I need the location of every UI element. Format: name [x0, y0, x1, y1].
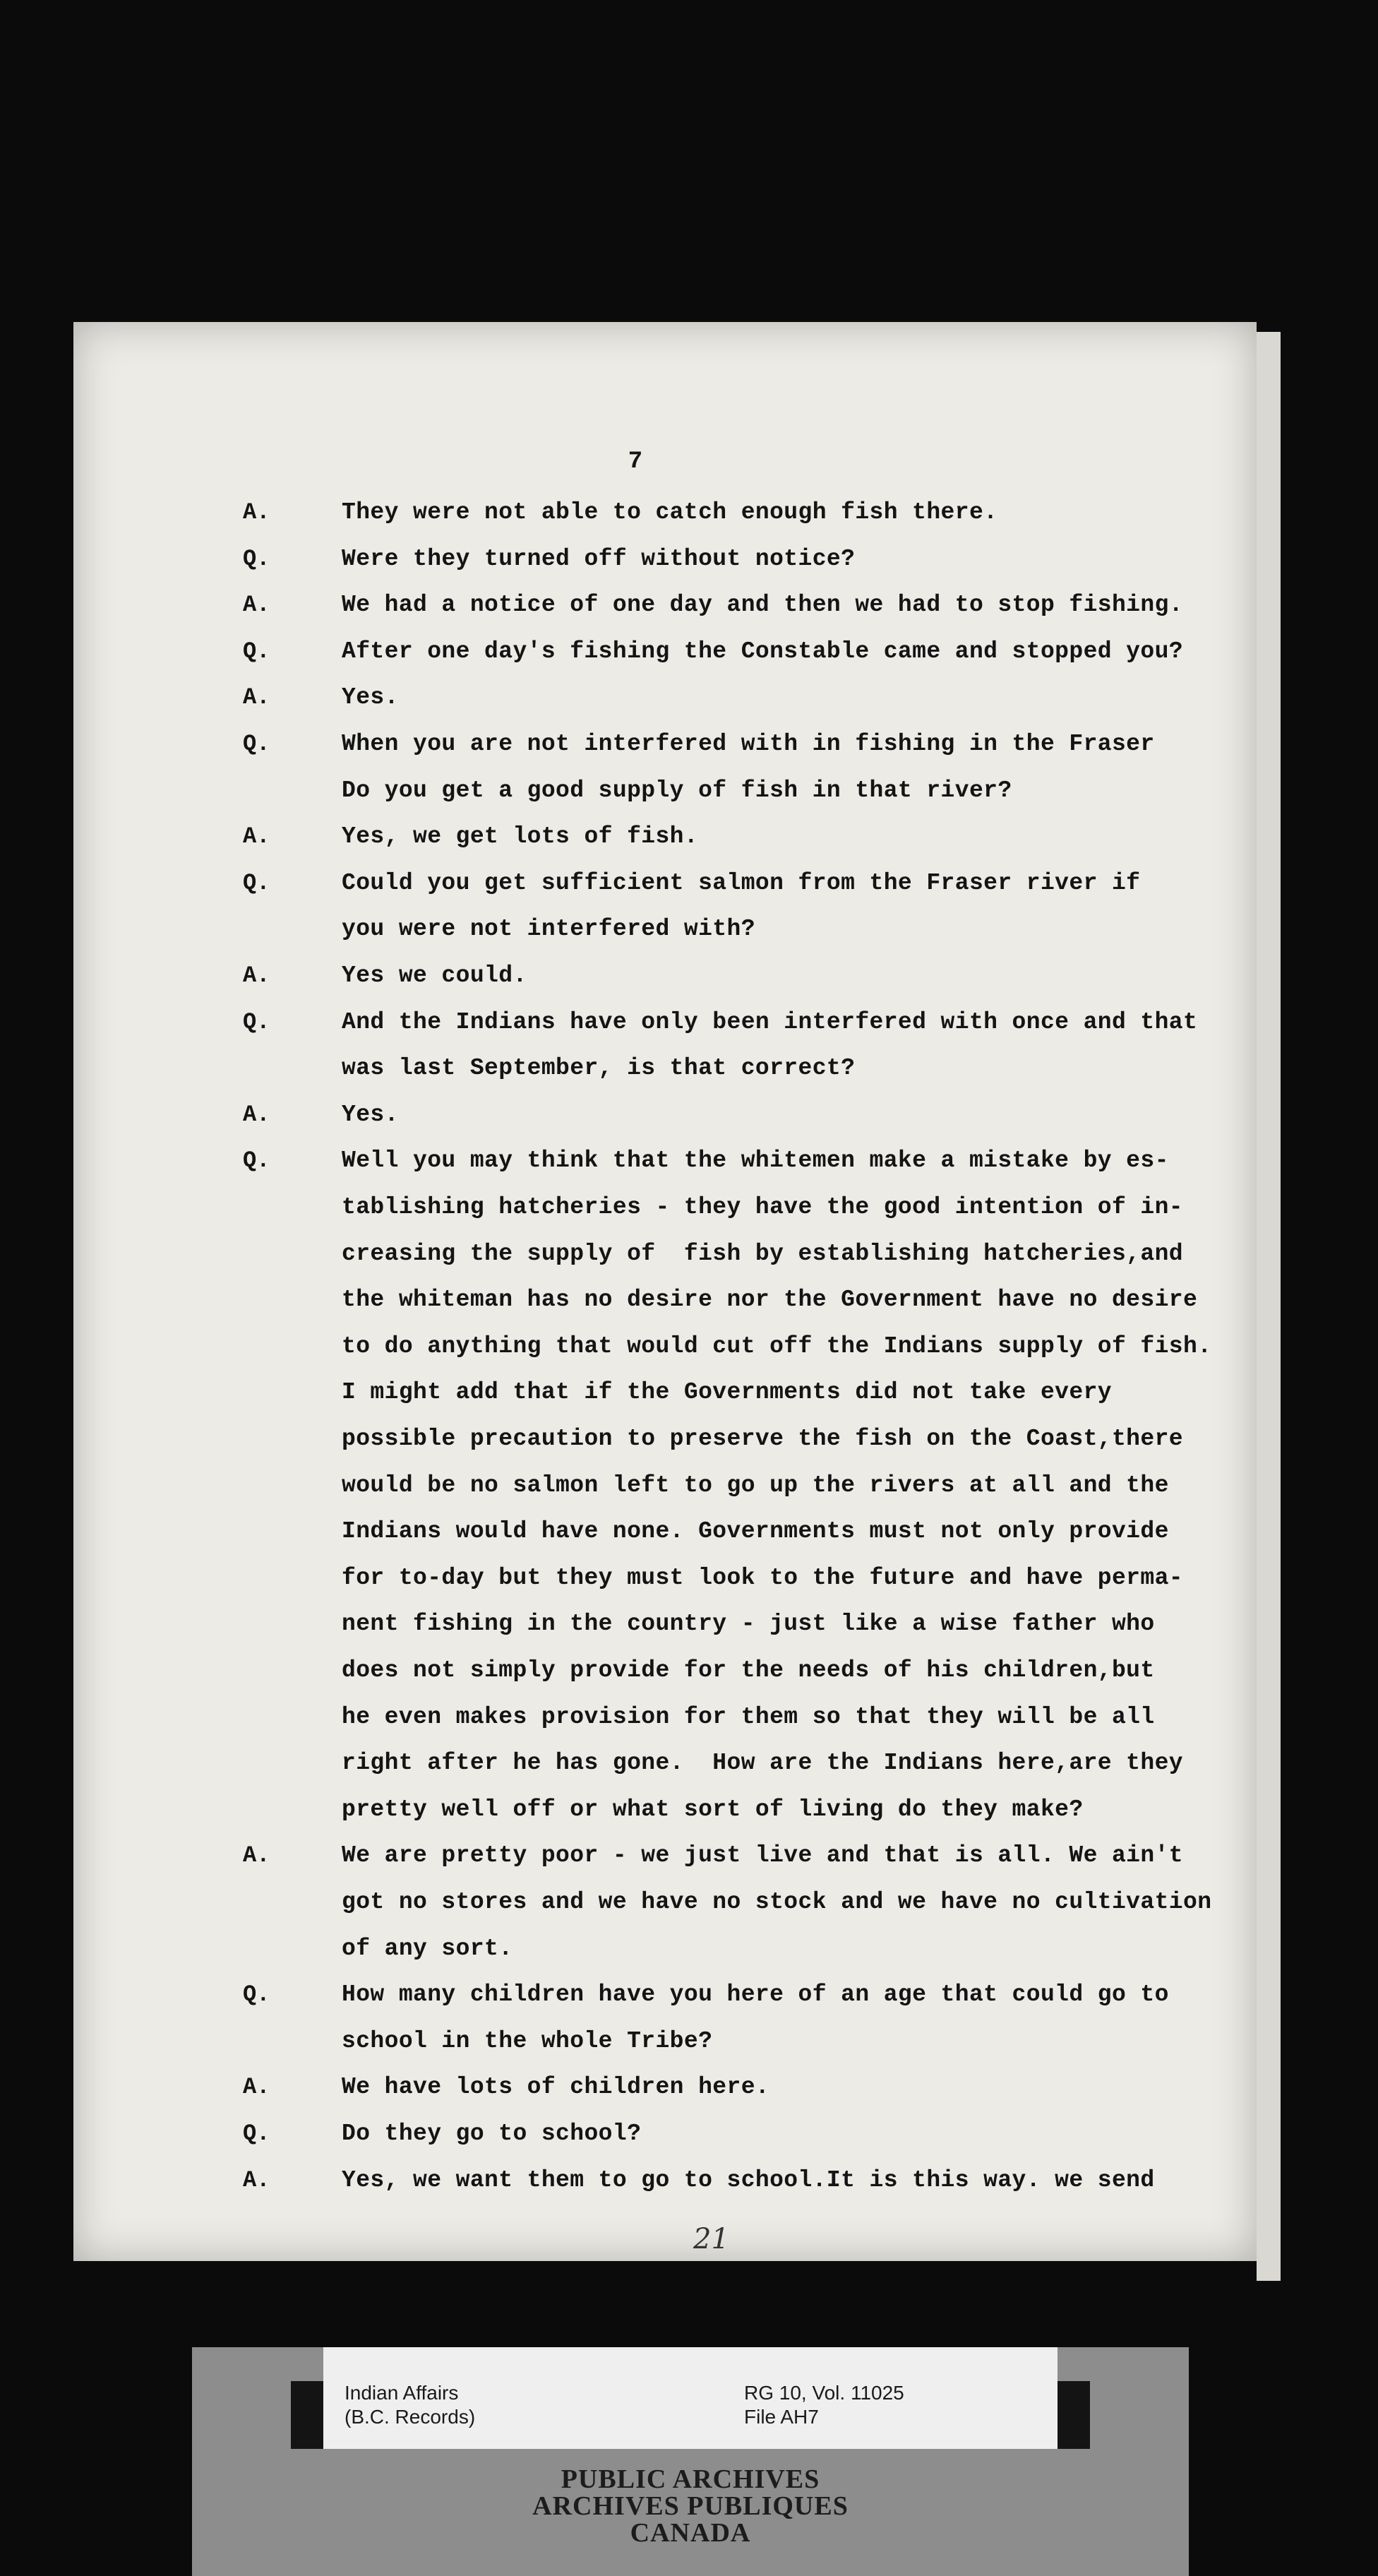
page-edge — [1257, 332, 1281, 2281]
transcript-line: for to-day but they must look to the future and have perma- — [342, 1565, 1183, 1591]
label-reference — [744, 2381, 904, 2429]
label-notch-left — [291, 2381, 323, 2449]
label-reference-line1: RG 10, Vol. 11025 — [744, 2382, 904, 2404]
transcript-line: And the Indians have only been interfered with once and that — [342, 1009, 1198, 1035]
speaker-label: Q. — [243, 2121, 270, 2147]
transcript-line: We have lots of children here. — [342, 2074, 770, 2100]
transcript-line: Indians would have none. Governments must not only provide — [342, 1518, 1169, 1544]
page-number: 7 — [628, 448, 643, 475]
transcript-line: Yes. — [342, 1102, 399, 1128]
transcript-line: We had a notice of one day and then we had to stop fishing. — [342, 592, 1183, 618]
transcript-line: he even makes provision for them so that they will be all — [342, 1704, 1155, 1730]
transcript-line: Yes, we want them to go to school.It is this way. we send — [342, 2167, 1155, 2193]
speaker-label: A. — [243, 823, 270, 849]
handwritten-folio-number: 21 — [693, 2223, 729, 2255]
transcript-line: I might add that if the Governments did not take every — [342, 1379, 1112, 1405]
stamp-line-1: PUBLIC ARCHIVES — [561, 2464, 820, 2494]
transcript-line: Yes, we get lots of fish. — [342, 823, 699, 849]
transcript-line: Do they go to school? — [342, 2121, 642, 2147]
label-collection-line1: Indian Affairs — [344, 2382, 459, 2404]
transcript-line: tablishing hatcheries - they have the good intention of in- — [342, 1194, 1183, 1220]
transcript-line: right after he has gone. How are the Indians here,are they — [342, 1750, 1183, 1776]
transcript-line: creasing the supply of fish by establishing hatcheries,and — [342, 1241, 1183, 1267]
archive-label — [192, 2347, 1189, 2576]
transcript-line: We are pretty poor - we just live and that is all. We ain't — [342, 1842, 1183, 1868]
label-reference-line2: File AH7 — [744, 2406, 819, 2428]
transcript-line: nent fishing in the country - just like a wise father who — [342, 1611, 1155, 1637]
transcript-line: Could you get sufficient salmon from the Fraser river if — [342, 870, 1141, 896]
speaker-label: A. — [243, 962, 270, 989]
transcript-line: school in the whole Tribe? — [342, 2028, 713, 2054]
transcript-line: How many children have you here of an age that could go to — [342, 1981, 1169, 2008]
speaker-label: Q. — [243, 1009, 270, 1035]
speaker-label: A. — [243, 499, 270, 525]
stamp-line-2: ARCHIVES PUBLIQUES — [532, 2491, 849, 2521]
transcript-line: the whiteman has no desire nor the Government have no desire — [342, 1287, 1198, 1313]
label-notch-right — [1058, 2381, 1090, 2449]
stamp-line-3: CANADA — [630, 2518, 751, 2548]
transcript-line: Well you may think that the whitemen make a mistake by es- — [342, 1147, 1169, 1174]
transcript-line: They were not able to catch enough fish there. — [342, 499, 998, 525]
transcript-line: you were not interfered with? — [342, 916, 755, 942]
transcript-line: After one day's fishing the Constable came and stopped you? — [342, 638, 1183, 664]
transcript-line: Yes. — [342, 684, 399, 710]
transcript-line: to do anything that would cut off the Indians supply of fish. — [342, 1333, 1212, 1359]
transcript-line: Were they turned off without notice? — [342, 546, 856, 572]
transcript-line: of any sort. — [342, 1936, 513, 1962]
speaker-label: A. — [243, 1842, 270, 1868]
speaker-label: A. — [243, 684, 270, 710]
transcript-line: When you are not interfered with in fishing in the Fraser — [342, 731, 1155, 757]
label-collection-line2: (B.C. Records) — [344, 2406, 476, 2428]
transcript-line: got no stores and we have no stock and we have no cultivation — [342, 1889, 1212, 1915]
label-card — [323, 2347, 1058, 2449]
speaker-label: A. — [243, 2167, 270, 2193]
speaker-label: A. — [243, 592, 270, 618]
label-collection — [344, 2381, 475, 2429]
speaker-label: Q. — [243, 731, 270, 757]
transcript-line: Yes we could. — [342, 962, 527, 989]
speaker-label: Q. — [243, 1147, 270, 1174]
transcript-line: does not simply provide for the needs of his children,but — [342, 1657, 1155, 1683]
transcript-line: pretty well off or what sort of living do they make? — [342, 1796, 1084, 1823]
transcript-line: possible precaution to preserve the fish on the Coast,there — [342, 1426, 1183, 1452]
transcript-line: Do you get a good supply of fish in that river? — [342, 777, 1012, 804]
speaker-label: Q. — [243, 638, 270, 664]
speaker-label: A. — [243, 2074, 270, 2100]
transcript-line: was last September, is that correct? — [342, 1055, 856, 1081]
speaker-label: A. — [243, 1102, 270, 1128]
transcript-line: would be no salmon left to go up the rivers at all and the — [342, 1472, 1169, 1498]
speaker-label: Q. — [243, 546, 270, 572]
speaker-label: Q. — [243, 870, 270, 896]
speaker-label: Q. — [243, 1981, 270, 2008]
